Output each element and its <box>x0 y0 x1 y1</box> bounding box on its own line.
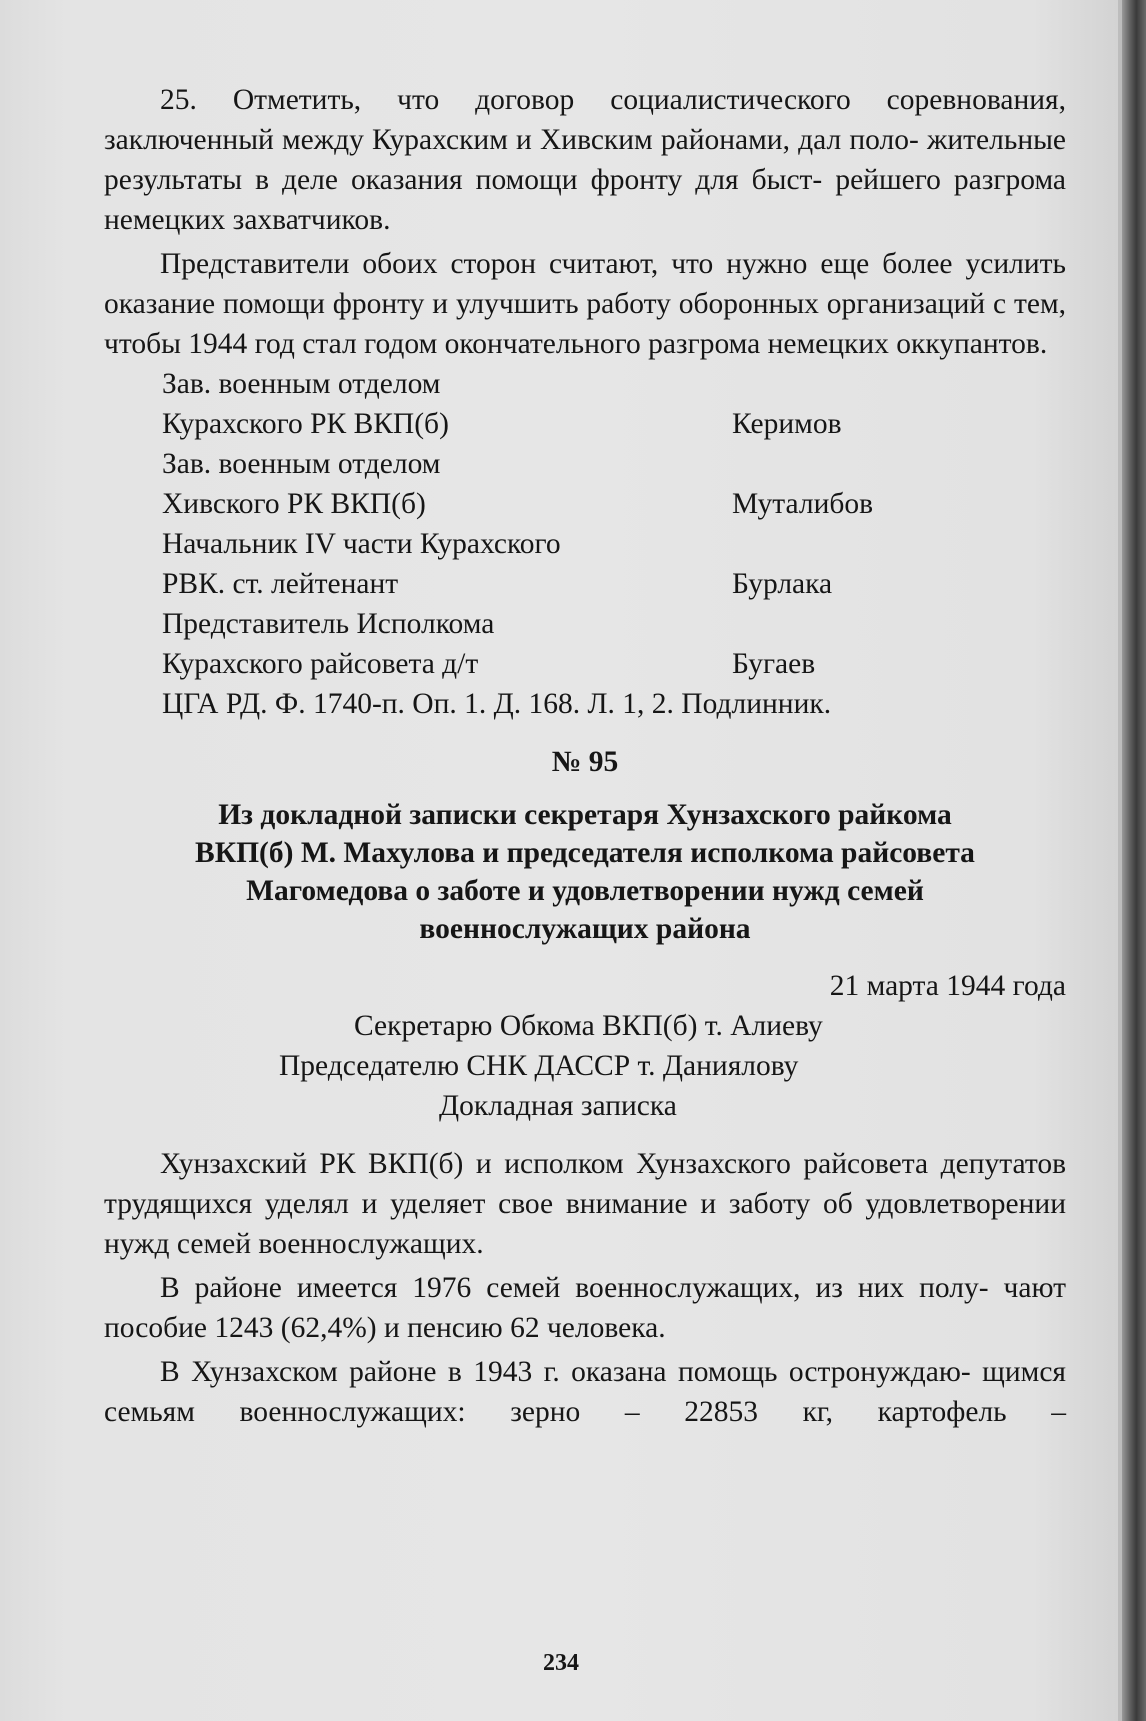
signature-title: Начальник IV части Курахского <box>162 528 561 560</box>
paragraph-25: 25. Отметить, что договор социалистического соревнования, заключенный между Курахским и Хивским районами, дал поло- жительные результаты в деле оказания помощи фронту для быст- рейшего разгрома немецких захватчиков. <box>104 84 1067 236</box>
signature-name <box>732 444 962 484</box>
signature-name <box>732 524 962 564</box>
signature-title: Зав. военным отделом <box>162 368 441 400</box>
addressee-line: Секретарю Обкома ВКП(б) т. Алиеву <box>354 1010 823 1042</box>
body-paragraph-2: В районе имеется 1976 семей военнослужащих, из них полу- чают пособие 1243 (62,4%) и пенсию 62 человека. <box>104 1272 1066 1344</box>
body-paragraph-1: Хунзахский РК ВКП(б) и исполком Хунзахского райсовета депутатов трудящихся уделял и уделяет свое внимание и заботу об удовлетворении нужд семей военнослужащих. <box>104 1148 1067 1260</box>
signature-row <box>162 364 962 404</box>
page-content <box>104 80 1066 1432</box>
signature-row <box>162 444 962 484</box>
report-heading: Докладная записка <box>439 1090 677 1122</box>
paragraph-representatives: Представители обоих сторон считают, что нужно еще более усилить оказание помощи фронту и улучшить работу оборонных организаций с тем, чтобы 1944 год стал годом окончательного разгрома немецких оккупантов. <box>104 248 1067 360</box>
signature-row <box>162 604 962 644</box>
signature-row <box>162 404 962 444</box>
signature-title: РВК. ст. лейтенант <box>162 568 399 600</box>
signature-name: Керимов <box>732 408 842 440</box>
addressees <box>104 1006 1066 1126</box>
signature-row <box>162 524 962 564</box>
document-date: 21 марта 1944 года <box>829 970 1066 1002</box>
archive-source: ЦГА РД. Ф. 1740-п. Оп. 1. Д. 168. Л. 1, 2. Подлинник. <box>162 688 832 720</box>
signature-title: Зав. военным отделом <box>162 448 441 480</box>
signature-name <box>732 604 962 644</box>
addressee-line: Председателю СНК ДАССР т. Даниялову <box>279 1050 799 1082</box>
body-paragraph-3: В Хунзахском районе в 1943 г. оказана помощь остронуждаю- щимся семьям военнослужащих: зерно – 22853 кг, картофель – <box>104 1356 1067 1428</box>
page-number: 234 <box>543 1650 579 1676</box>
signature-row <box>162 644 962 684</box>
book-spine <box>1122 0 1146 1721</box>
signature-title: Курахского РК ВКП(б) <box>162 408 449 440</box>
signature-title: Хивского РК ВКП(б) <box>162 488 426 520</box>
signature-name: Бурлака <box>732 568 833 600</box>
document-title: Из докладной записки секретаря Хунзахского райкома ВКП(б) М. Махулова и председателя исполкома райсовета Магомедова о заботе и удовлетворении нужд семей военнослужащих района <box>195 799 975 945</box>
signature-name <box>732 364 962 404</box>
signature-title: Курахского райсовета д/т <box>162 648 479 680</box>
document-number: № 95 <box>551 746 619 778</box>
signature-block <box>162 364 962 684</box>
signature-row <box>162 484 962 524</box>
signature-row <box>162 564 962 604</box>
signature-name: Муталибов <box>732 488 874 520</box>
signature-name: Бугаев <box>732 648 816 680</box>
signature-title: Представитель Исполкома <box>162 608 495 640</box>
